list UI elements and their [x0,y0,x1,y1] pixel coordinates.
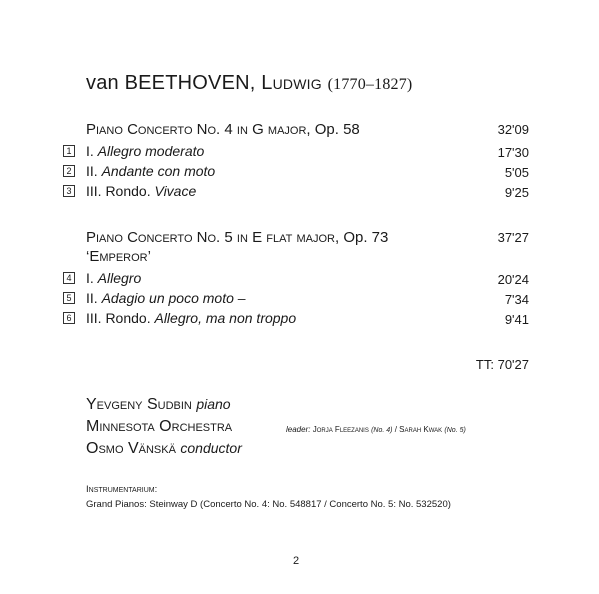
movement-title: I. Allegro [86,270,142,286]
movement-duration: 9'41 [504,312,529,327]
work-title-2: Piano Concerto No. 5 in E flat major, Op. 73 [86,229,389,246]
movement-duration: 7'34 [504,292,529,307]
track-number: 4 [63,272,75,284]
work-subtitle: ‘Emperor’ [86,248,151,265]
instrumentarium-text: Grand Pianos: Steinway D (Concerto No. 4: No. 548817 / Concerto No. 5: No. 532520) [86,499,451,510]
track-number: 3 [63,185,75,197]
orchestra-leader: leader: Jorja Fleezanis (No. 4) / Sarah Kwak (No. 5) [286,425,466,434]
movement-duration: 20'24 [497,272,529,287]
page-number: 2 [293,555,300,567]
composer-first-name: Ludwig [261,72,322,94]
work-total-1: 32'09 [497,122,529,137]
performer-conductor: Osmo Vänskä conductor [86,440,242,457]
track-number: 6 [63,312,75,324]
movement-duration: 5'05 [504,165,529,180]
total-time: TT: 70'27 [475,357,529,372]
instrumentarium-heading: Instrumentarium: [86,484,158,495]
track-number: 1 [63,145,75,157]
work-title-1: Piano Concerto No. 4 in G major, Op. 58 [86,121,360,138]
track-number: 2 [63,165,75,177]
movement-title: I. Allegro moderato [86,143,205,159]
movement-title: III. Rondo. Vivace [86,183,197,199]
movement-duration: 17'30 [497,145,529,160]
performer-soloist: Yevgeny Sudbin piano [86,396,231,413]
movement-duration: 9'25 [504,185,529,200]
composer-last-name: van BEETHOVEN, [86,72,256,94]
movement-title: III. Rondo. Allegro, ma non troppo [86,310,297,326]
composer-dates: (1770–1827) [327,76,413,93]
movement-title: II. Andante con moto [86,163,216,179]
movement-title: II. Adagio un poco moto – [86,290,246,306]
track-number: 5 [63,292,75,304]
performer-orchestra: Minnesota Orchestra [86,418,233,435]
work-total-2: 37'27 [497,230,529,245]
composer-heading [86,72,412,95]
